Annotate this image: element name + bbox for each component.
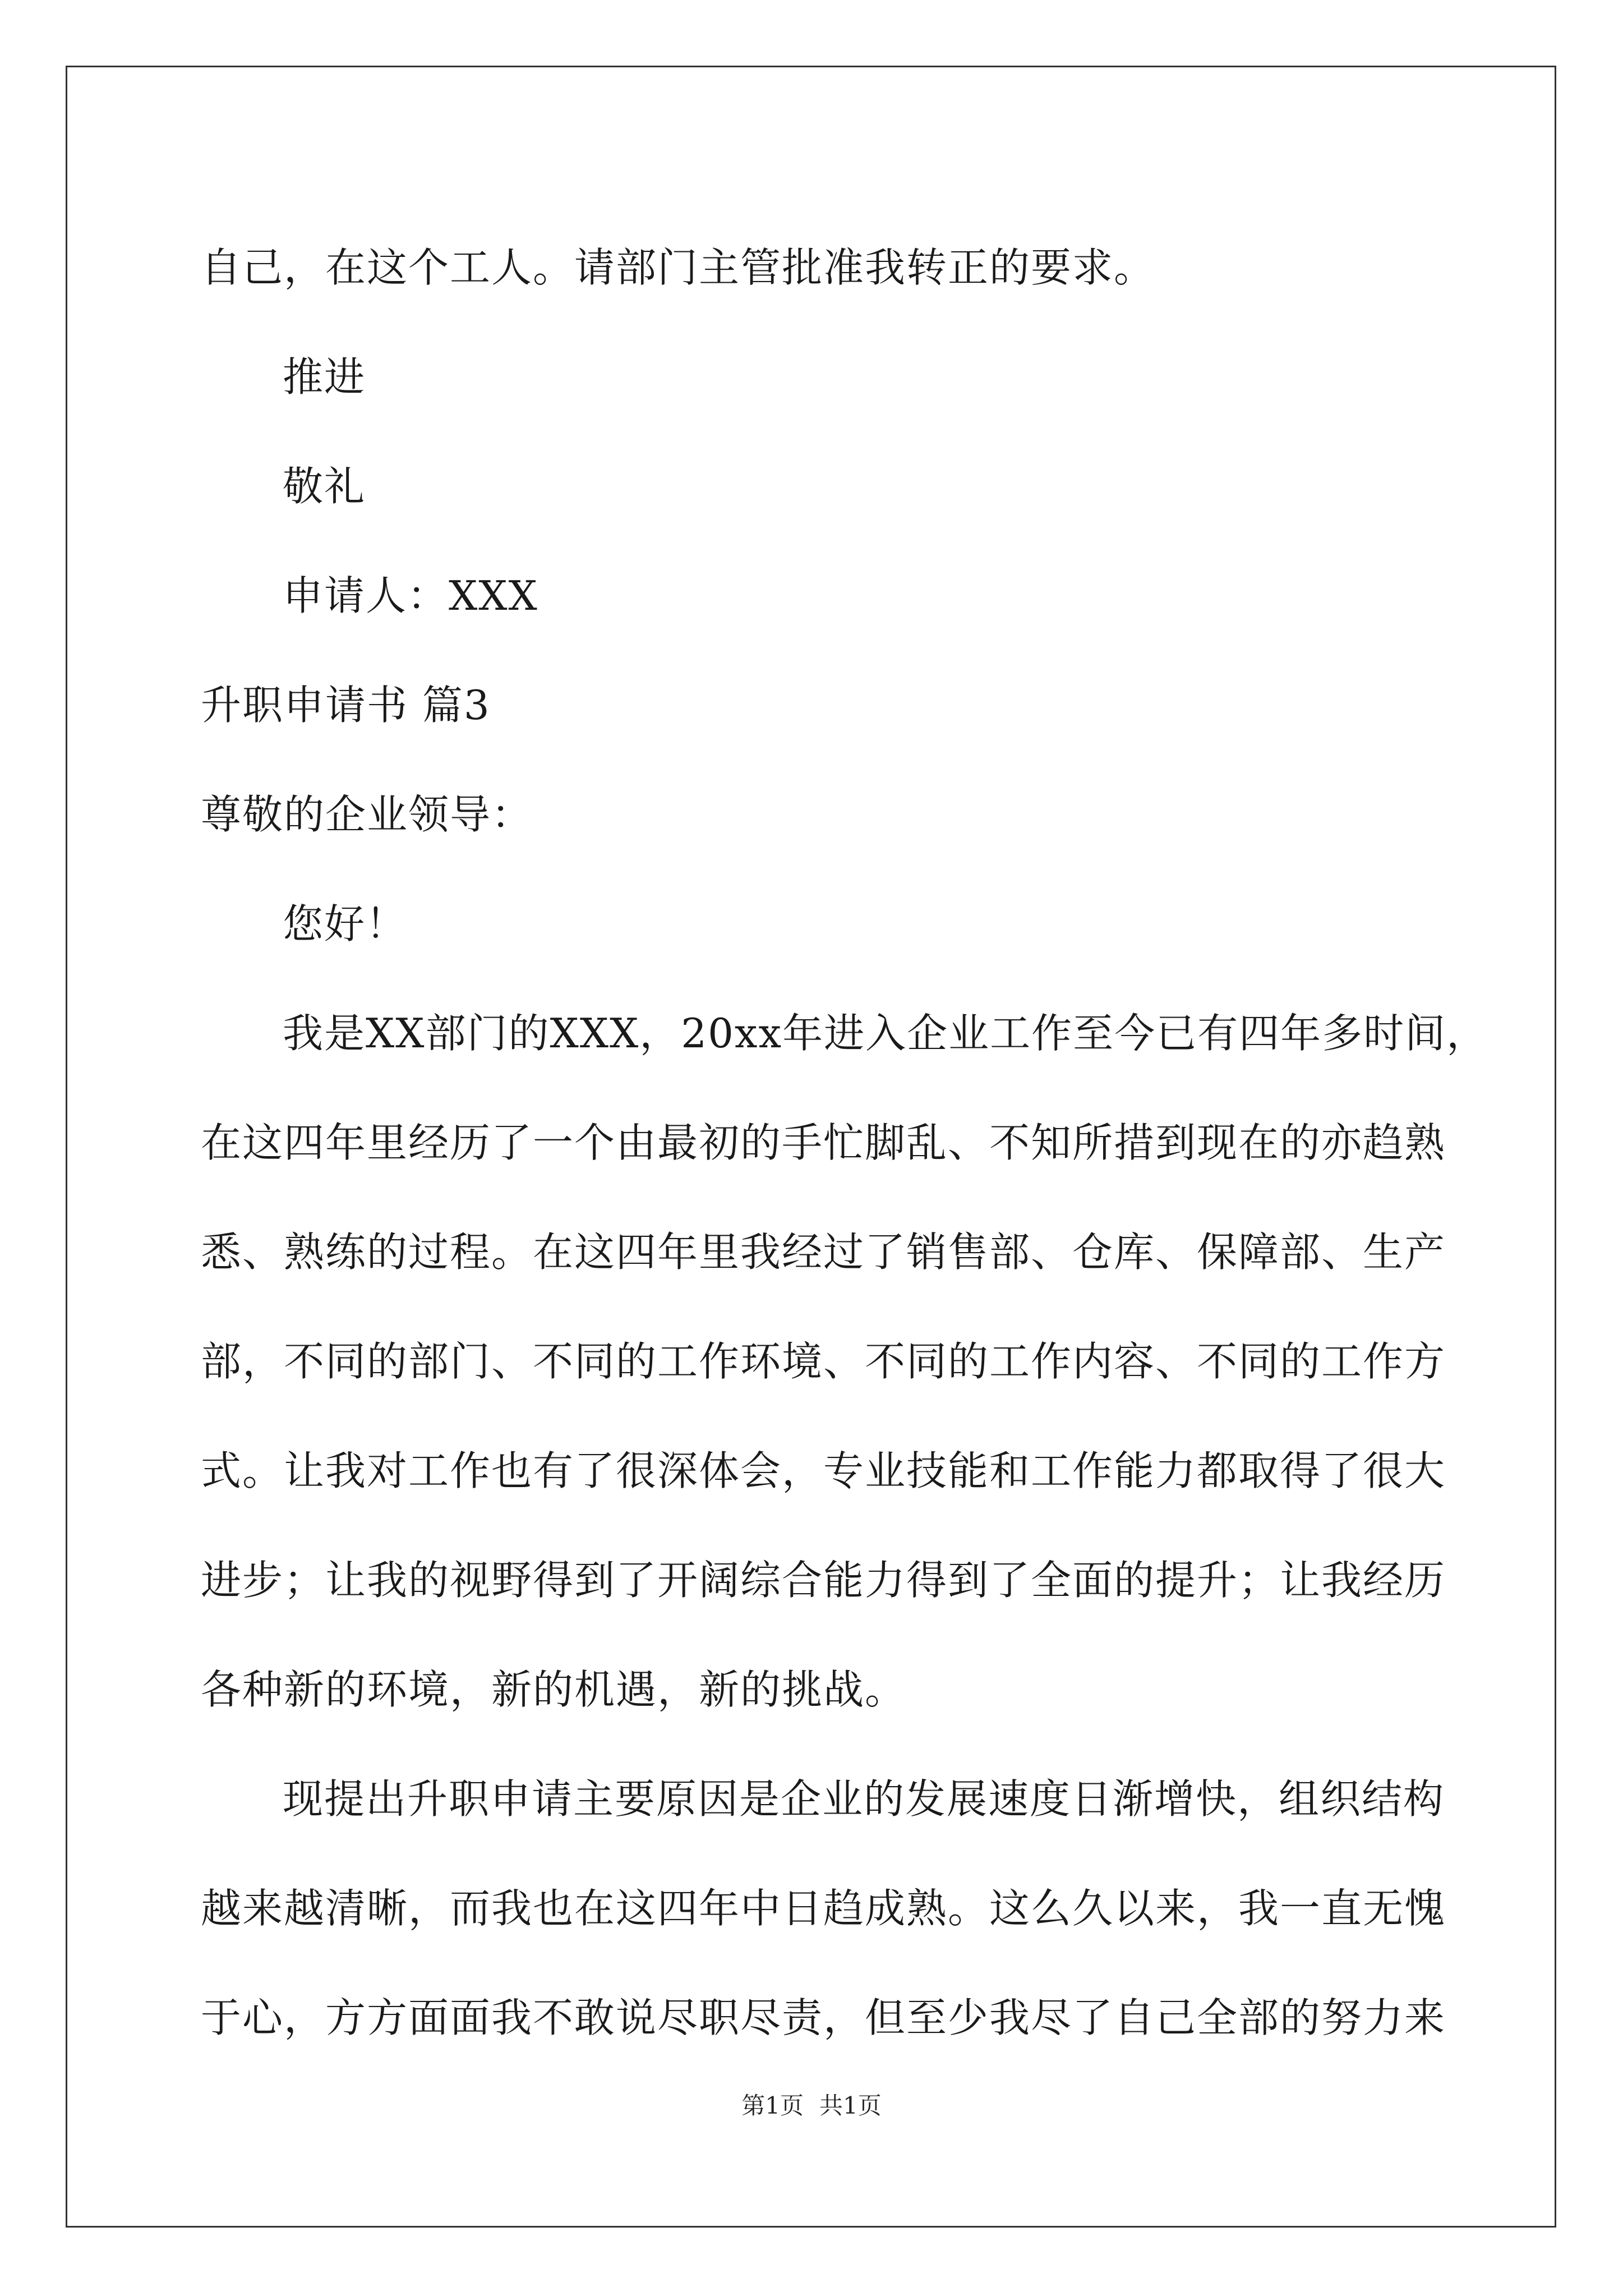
- text-line: 部，不同的部门、不同的工作环境、不同的工作内容、不同的工作方: [201, 1338, 1446, 1385]
- page-footer: [0, 2089, 1623, 2123]
- text-line: 在这四年里经历了一个由最初的手忙脚乱、不知所措到现在的亦趋熟: [201, 1119, 1446, 1166]
- text-line: 推进: [283, 353, 366, 401]
- text-line: 式。让我对工作也有了很深体会，专业技能和工作能力都取得了很大: [201, 1447, 1446, 1494]
- text-line: 进步；让我的视野得到了开阔综合能力得到了全面的提升；让我经历: [201, 1557, 1446, 1604]
- text-line: 各种新的环境，新的机遇，新的挑战。: [201, 1666, 907, 1713]
- greeting: 您好！: [283, 900, 408, 947]
- document-body: [201, 213, 1488, 2073]
- text-line: 越来越清晰，而我也在这四年中日趋成熟。这么久以来，我一直无愧: [201, 1885, 1446, 1932]
- text-line: 敬礼: [283, 463, 366, 510]
- text-line: 悉、熟练的过程。在这四年里我经过了销售部、仓库、保障部、生产: [201, 1228, 1446, 1276]
- text-line: 自己，在这个工人。请部门主管批准我转正的要求。: [201, 244, 1156, 291]
- salutation: 尊敬的企业领导：: [201, 791, 533, 838]
- text-line: 现提出升职申请主要原因是企业的发展速度日渐增快，组织结构: [283, 1775, 1445, 1823]
- text-line: 我是XX部门的XXX，20xx年进入企业工作至今已有四年多时间，: [283, 1010, 1488, 1057]
- signature-line: 申请人：XXX: [283, 572, 538, 619]
- page-total: 共1页: [819, 2092, 882, 2119]
- text-line: 于心，方方面面我不敢说尽职尽责，但至少我尽了自己全部的努力来: [201, 1994, 1446, 2041]
- section-heading: 升职申请书 篇3: [201, 682, 491, 729]
- page-number: 第1页: [741, 2092, 804, 2119]
